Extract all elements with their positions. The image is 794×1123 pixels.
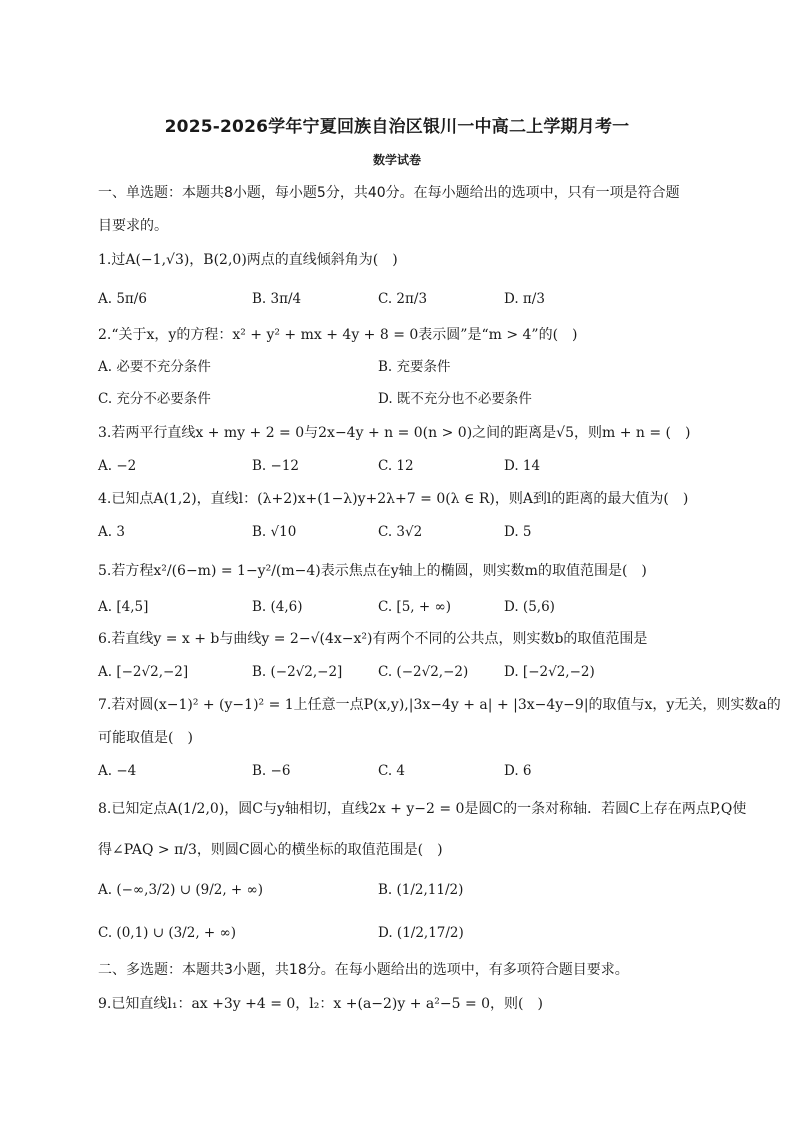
question-3-option-d: D. 14 — [504, 458, 541, 474]
question-1-option-b: B. 3π/4 — [252, 291, 302, 307]
question-8-option-b: B. (1/2,11/2) — [378, 882, 464, 898]
question-6-option-b: B. (−2√2,−2] — [252, 664, 343, 680]
question-7-stem-cont: 可能取值是( ) — [98, 730, 193, 746]
question-4-option-c: C. 3√2 — [378, 524, 423, 540]
question-8-stem: 8.已知定点A(1/2,0)，圆C与y轴相切，直线2x + y−2 = 0是圆C的一条对称轴．若圆C上存在两点P,Q使 — [98, 801, 747, 817]
page-title: 2025-2026学年宁夏回族自治区银川一中高二上学期月考一 — [164, 117, 630, 137]
question-7-stem: 7.若对圆(x−1)² + (y−1)² = 1上任意一点P(x,y),|3x−4y + a| + |3x−4y−9|的取值与x，y无关，则实数a的 — [98, 697, 781, 713]
question-9-stem: 9.已知直线l₁：ax +3y +4 = 0，l₂：x +(a−2)y + a²−5 = 0，则( ) — [98, 996, 543, 1012]
question-6-option-a: A. [−2√2,−2] — [98, 664, 189, 680]
question-5-stem: 5.若方程x²/(6−m) = 1−y²/(m−4)表示焦点在y轴上的椭圆，则实数m的取值范围是( ) — [98, 563, 647, 579]
question-6-option-d: D. [−2√2,−2) — [504, 664, 595, 680]
question-8-option-c: C. (0,1) ∪ (3/2, + ∞) — [98, 925, 237, 941]
question-3-stem: 3.若两平行直线x + my + 2 = 0与2x−4y + n = 0(n > 0)之间的距离是√5，则m + n = ( ) — [98, 425, 691, 441]
question-1-option-d: D. π/3 — [504, 291, 545, 307]
page-subtitle: 数学试卷 — [372, 153, 421, 167]
question-5-option-a: A. [4,5] — [98, 599, 149, 615]
question-5-option-d: D. (5,6) — [504, 599, 555, 615]
question-5-option-b: B. (4,6) — [252, 599, 303, 615]
question-7-option-c: C. 4 — [378, 763, 406, 779]
question-1-option-a: A. 5π/6 — [98, 291, 147, 307]
question-1-option-c: C. 2π/3 — [378, 291, 428, 307]
question-8-option-d: D. (1/2,17/2) — [378, 925, 464, 941]
question-7-option-d: D. 6 — [504, 763, 532, 779]
question-3-option-a: A. −2 — [98, 458, 137, 474]
question-2-option-b: B. 充要条件 — [378, 359, 451, 375]
question-2-stem: 2.“关于x，y的方程：x² + y² + mx + 4y + 8 = 0表示圆”是“m > 4”的( ) — [98, 327, 578, 343]
question-2-option-d: D. 既不充分也不必要条件 — [378, 391, 532, 407]
question-8-option-a: A. (−∞,3/2) ∪ (9/2, + ∞) — [98, 882, 264, 898]
question-3-option-b: B. −12 — [252, 458, 299, 474]
question-2-option-c: C. 充分不必要条件 — [98, 391, 211, 407]
question-8-stem-cont: 得∠PAQ > π/3，则圆C圆心的横坐标的取值范围是( ) — [98, 842, 443, 858]
question-7-option-a: A. −4 — [98, 763, 137, 779]
question-7-option-b: B. −6 — [252, 763, 291, 779]
question-5-option-c: C. [5, + ∞) — [378, 599, 451, 615]
question-1-stem: 1.过A(−1,√3)，B(2,0)两点的直线倾斜角为( ) — [98, 252, 398, 268]
question-2-option-a: A. 必要不充分条件 — [98, 359, 211, 375]
question-6-stem: 6.若直线y = x + b与曲线y = 2−√(4x−x²)有两个不同的公共点，则实数b的取值范围是 — [98, 631, 648, 647]
question-3-option-c: C. 12 — [378, 458, 414, 474]
section-heading-multi-choice: 二、多选题：本题共3小题，共18分。在每小题给出的选项中，有多项符合题目要求。 — [98, 962, 629, 978]
question-4-option-a: A. 3 — [98, 524, 125, 540]
question-4-stem: 4.已知点A(1,2)，直线l：(λ+2)x+(1−λ)y+2λ+7 = 0(λ ∈ R)，则A到l的距离的最大值为( ) — [98, 491, 689, 507]
section-heading-single-choice-cont: 目要求的。 — [98, 218, 168, 234]
question-4-option-d: D. 5 — [504, 524, 532, 540]
question-4-option-b: B. √10 — [252, 524, 297, 540]
question-6-option-c: C. (−2√2,−2) — [378, 664, 469, 680]
section-heading-single-choice: 一、单选题：本题共8小题，每小题5分，共40分。在每小题给出的选项中，只有一项是符合题 — [98, 185, 680, 201]
